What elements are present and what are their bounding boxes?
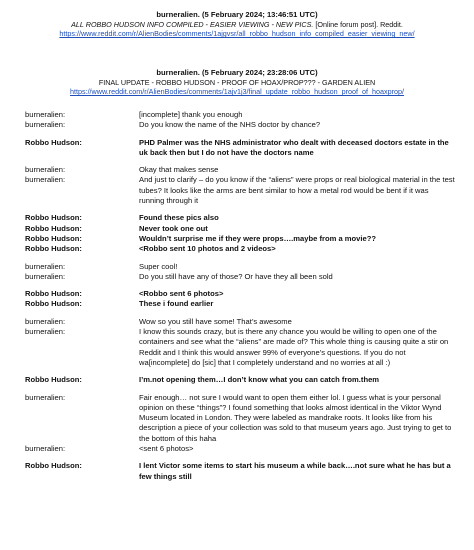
speaker-name: Robbo Hudson: bbox=[25, 299, 82, 309]
transcript-entry bbox=[25, 444, 455, 454]
speaker-name: burneralien: bbox=[25, 327, 66, 337]
message-text: Never took one out bbox=[139, 223, 208, 233]
speaker-name: burneralien: bbox=[25, 261, 66, 271]
citation-block-2 bbox=[20, 68, 454, 97]
citation-source-1: [Online forum post]. Reddit. bbox=[313, 19, 403, 29]
citation-post-title-1: ALL ROBBO HUDSON INFO COMPILED - EASIER VIEWING - NEW PICS. bbox=[71, 19, 314, 29]
speaker-name: burneralien: bbox=[25, 120, 66, 130]
speaker-name: burneralien: bbox=[25, 316, 66, 326]
message-text: [incomplete] thank you enough bbox=[139, 110, 243, 119]
citation-link-1[interactable]: https://www.reddit.com/r/AlienBodies/comments/1ajgvsr/all_robbo_hudson_info_compiled_easier_viewing_new/ bbox=[59, 29, 415, 39]
transcript-entry bbox=[25, 393, 455, 444]
message-text: Do you still have any of those? Or have they all been sold bbox=[139, 271, 333, 281]
message-text: Super cool! bbox=[139, 261, 178, 271]
transcript-entry bbox=[25, 317, 455, 327]
transcript-entry bbox=[25, 224, 455, 234]
transcript-entry bbox=[25, 110, 455, 120]
transcript-entry bbox=[25, 244, 455, 254]
transcript-entry bbox=[25, 165, 455, 175]
message-text: I’m.not opening them…I don’t know what you can catch from.them bbox=[139, 375, 380, 385]
message-text: <Robbo sent 10 photos and 2 videos> bbox=[139, 244, 276, 254]
citation-link-2[interactable]: https://www.reddit.com/r/AlienBodies/comments/1ajv1j3/final_update_robbo_hudson_proof_of_hoaxprop/ bbox=[69, 87, 405, 97]
transcript-entry bbox=[25, 138, 455, 159]
message-text: PHD Palmer was the NHS administrator who dealt with deceased doctors estate in the uk back then but I do not have the doctors name bbox=[139, 137, 449, 157]
transcript-entry bbox=[25, 262, 455, 272]
message-text: Do you know the name of the NHS doctor by chance? bbox=[139, 120, 321, 130]
speaker-name: burneralien: bbox=[25, 271, 66, 281]
transcript-entry bbox=[25, 272, 455, 282]
transcript-entry bbox=[25, 375, 455, 385]
citation-title-2: burneralien. (5 February 2024; 23:28:06 UTC) bbox=[156, 68, 318, 77]
speaker-name: burneralien: bbox=[25, 110, 66, 119]
chat-transcript bbox=[25, 110, 455, 482]
message-text: I lent Victor some items to start his museum a while back….not sure what he has but a few things still bbox=[139, 461, 451, 481]
citation-description-1 bbox=[20, 20, 454, 30]
speaker-name: Robbo Hudson: bbox=[25, 375, 82, 385]
transcript-entry bbox=[25, 120, 455, 130]
message-text: Wow so you still have some! That’s awesome bbox=[139, 316, 292, 326]
message-text: These i found earlier bbox=[139, 299, 214, 309]
message-text: Fair enough… not sure I would want to open them either lol. I guess what is your personal opinion on these “things”? I found something that looks almost identical in the Viktor Wynd Museum located in London. They were labeled as mandrake roots. It looks like from his description a piece of your collection was sold to that museum years ago. Just trying to get to the bottom of this haha bbox=[139, 392, 452, 443]
transcript-entry bbox=[25, 234, 455, 244]
citation-block-1 bbox=[20, 10, 454, 39]
speaker-name: burneralien: bbox=[25, 175, 66, 185]
message-text: I know this sounds crazy, but is there any chance you would be willing to open one of the containers and see what the “aliens” are made of? This whole thing is causing quite a stir on Reddit and I think this would answer 99% of everyone’s questions. If you do not wa[incomplete] do [sic] that I completely understand and no worries at all :) bbox=[139, 327, 449, 367]
speaker-name: burneralien: bbox=[25, 444, 66, 454]
speaker-name: Robbo Hudson: bbox=[25, 289, 82, 299]
speaker-name: burneralien: bbox=[25, 165, 66, 175]
message-text: Wouldn’t surprise me if they were props….maybe from a movie?? bbox=[139, 233, 377, 243]
message-text: And just to clarify – do you know if the “aliens” were props or real biological material in the test tubes? It looks like the arms are bent similar to how a metal rod would be bent if it was running through it bbox=[139, 175, 455, 206]
speaker-name: Robbo Hudson: bbox=[25, 461, 82, 471]
speaker-name: Robbo Hudson: bbox=[25, 223, 82, 233]
transcript-entry bbox=[25, 213, 455, 223]
speaker-name: Robbo Hudson: bbox=[25, 233, 82, 243]
message-text: Okay that makes sense bbox=[139, 165, 219, 175]
speaker-name: Robbo Hudson: bbox=[25, 137, 82, 147]
citation-description-2: FINAL UPDATE - ROBBO HUDSON - PROOF OF HOAX/PROP??? - GARDEN ALIEN bbox=[98, 77, 376, 87]
speaker-name: Robbo Hudson: bbox=[25, 213, 82, 223]
transcript-entry bbox=[25, 327, 455, 368]
transcript-entry bbox=[25, 299, 455, 309]
transcript-entry bbox=[25, 175, 455, 206]
speaker-name: Robbo Hudson: bbox=[25, 244, 82, 254]
speaker-name: burneralien: bbox=[25, 392, 66, 402]
transcript-entry bbox=[25, 289, 455, 299]
message-text: Found these pics also bbox=[139, 213, 219, 223]
citation-title-1: burneralien. (5 February 2024; 13:46:51 UTC) bbox=[156, 10, 318, 19]
transcript-entry bbox=[25, 461, 455, 482]
message-text: <sent 6 photos> bbox=[139, 444, 194, 454]
message-text: <Robbo sent 6 photos> bbox=[139, 289, 224, 299]
